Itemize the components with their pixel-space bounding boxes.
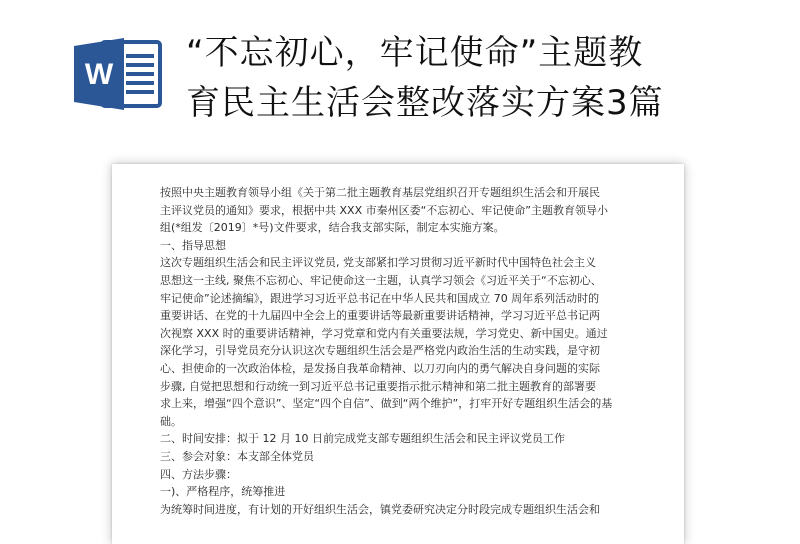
document-line: 础。	[160, 414, 182, 428]
document-page	[112, 164, 684, 544]
document-line: 步骤, 自觉把思想和行动统一到习近平总书记重要指示批示精神和第二批主题教育的部署要	[160, 379, 596, 393]
title-line: 育民主生活会整改落实方案3篇	[186, 83, 664, 123]
document-line: 这次专题组织生活会和民主评议党员, 党支部紧扣学习贯彻习近平新时代中国特色社会主义	[160, 256, 596, 270]
section-heading: 二、时间安排：拟于 12 月 10 日前完成党支部专题组织生活会和民主评议党员工作	[160, 432, 565, 446]
document-line: 组(*组发〔2019〕*号)文件要求，结合我支部实际，制定本实施方案。	[160, 221, 505, 235]
document-line: 次视察 XXX 时的重要讲话精神，学习党章和党内有关重要法规，学习党史、新中国史。通过	[160, 326, 608, 340]
word-logo-letter: W	[84, 58, 114, 91]
subsection-heading: 一)、严格程序，统筹推进	[160, 485, 286, 499]
document-line: 重要讲话、在党的十九届四中全会上的重要讲话等最新重要讲话精神，学习习近平总书记两	[160, 309, 600, 323]
document-line: 求上来，增强“四个意识”、坚定“四个自信”、做到“两个维护”，打牢开好专题组织生活会的基	[160, 397, 613, 411]
document-line: 牢记使命”论述摘编》，跟进学习习近平总书记在中华人民共和国成立 70 周年系列活动时的	[160, 291, 600, 305]
section-heading: 四、方法步骤：	[160, 467, 237, 481]
document-line: 主评议党员的通知》要求，根据中共 XXX 市秦州区委“不忘初心、牢记使命”主题教育领导小	[160, 203, 608, 217]
title-line: “不忘初心，牢记使命”主题教	[186, 33, 644, 73]
document-body	[160, 184, 650, 518]
document-line: 为统筹时间进度，有计划的开好组织生活会，镇党委研究决定分时段完成专题组织生活会和	[160, 502, 600, 516]
document-line: 深化学习，引导党员充分认识这次专题组织生活会是严格党内政治生活的生动实践，是守初	[160, 344, 600, 358]
section-heading: 三、参会对象：本支部全体党员	[160, 449, 314, 463]
word-document-icon	[72, 34, 164, 114]
document-line: 思想这一主线, 聚焦不忘初心、牢记使命这一主题，认真学习领会《习近平关于“不忘初心、	[160, 273, 602, 287]
document-line: 按照中央主题教育领导小组《关于第二批主题教育基层党组织召开专题组织生活会和开展民	[160, 186, 600, 199]
page-title	[186, 28, 776, 128]
document-line: 心、担使命的一次政治体检，是发扬自我革命精神、以刀刃向内的勇气解决自身问题的实际	[160, 361, 600, 375]
section-heading: 一、指导思想	[160, 238, 226, 252]
